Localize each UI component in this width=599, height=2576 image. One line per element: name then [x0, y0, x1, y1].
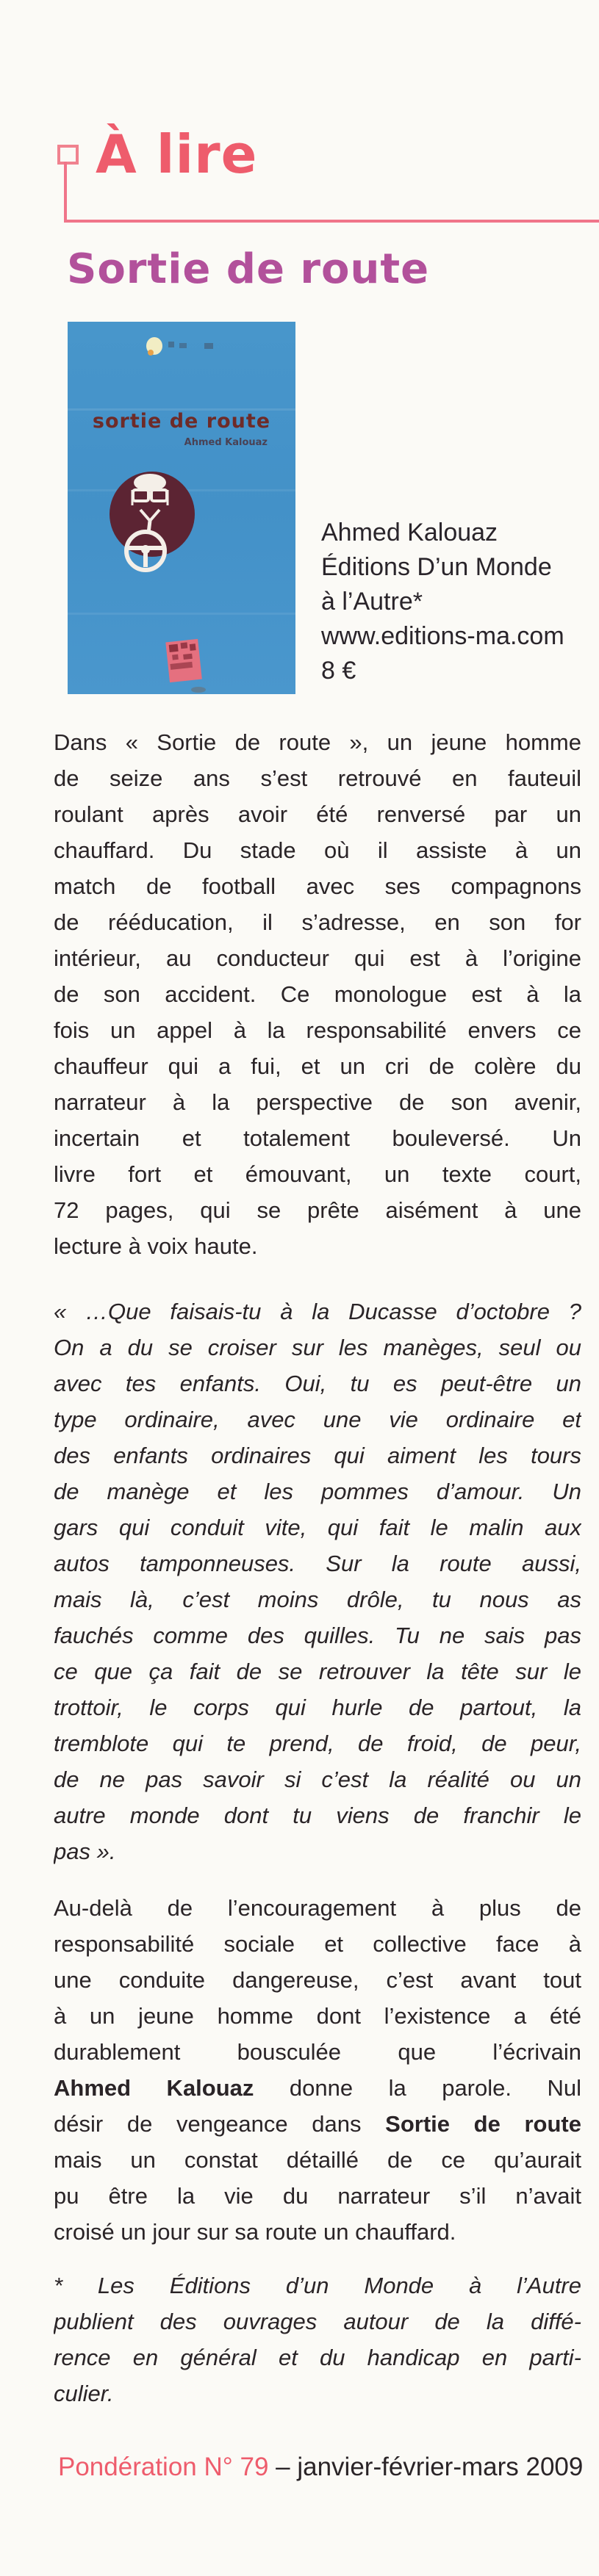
paragraph [54, 724, 581, 1264]
text-line: narrateur à la perspective de son avenir, [54, 1089, 581, 1115]
text-line: roulant après avoir été renversé par un [54, 801, 581, 827]
text-line: autos tamponneuses. Sur la route aussi, [54, 1551, 581, 1576]
text-line: désir de vengeance dans Sortie de route [54, 2111, 581, 2137]
text-line: de manège et les pommes d’amour. Un [54, 1479, 581, 1504]
text-line: à un jeune homme dont l’existence a été [54, 2003, 581, 2029]
text-line: match de football avec ses compagnons [54, 873, 581, 899]
tab-square-icon [57, 145, 79, 165]
text-line: livre fort et émouvant, un texte court, [54, 1161, 581, 1187]
text-line: culier. [54, 2381, 114, 2406]
text-line: mais là, c’est moins drôle, tu nous as [54, 1587, 581, 1612]
section-title: À lire [96, 123, 258, 185]
text-line: trottoir, le corps qui hurle de partout, la [54, 1695, 581, 1720]
text-line: 72 pages, qui se prête aisément à une [54, 1197, 581, 1223]
cover-author: Ahmed Kalouaz [184, 437, 268, 448]
text-line: pu être la vie du narrateur s’il n’avait [54, 2183, 581, 2209]
text-line: « …Que faisais-tu à la Ducasse d’octobre ? [54, 1299, 581, 1324]
journal-name: Pondération N° 79 [58, 2453, 269, 2481]
text-line: des enfants ordinaires qui aiment les tours [54, 1443, 581, 1468]
header-rule-vertical [64, 162, 67, 222]
text-line: * Les Éditions d’un Monde à l’Autre [54, 2273, 581, 2298]
header-rule-horizontal [64, 220, 599, 223]
text-line: de son accident. Ce monologue est à la [54, 981, 581, 1007]
book-info-line: Éditions D’un Monde [321, 553, 552, 581]
cover-title: sortie de route [92, 410, 271, 433]
paragraph [54, 1890, 581, 2250]
book-info-line: www.editions-ma.com [321, 622, 564, 650]
article-title: Sortie de route [67, 245, 430, 293]
text-line: mais un constat détaillé de ce qu’aurait [54, 2147, 581, 2173]
text-line: rence en général et du handicap en parti- [54, 2345, 581, 2370]
book-info-line: à l’Autre* [321, 588, 423, 616]
text-line: type ordinaire, avec une vie ordinaire et [54, 1407, 581, 1432]
text-line: publient des ouvrages autour de la diffé- [54, 2309, 581, 2334]
text-line: pas ». [54, 1839, 116, 1864]
text-line: fois un appel à la responsabilité envers ce [54, 1017, 581, 1043]
text-line: avec tes enfants. Oui, tu es peut-être un [54, 1371, 581, 1396]
text-line: de seize ans s’est retrouvé en fauteuil [54, 765, 581, 791]
text-line: de ne pas savoir si c’est la réalité ou un [54, 1767, 581, 1792]
article-body [54, 724, 581, 2411]
text-line: durablement bousculée que l’écrivain [54, 2039, 581, 2065]
text-line: gars qui conduit vite, qui fait le malin aux [54, 1515, 581, 1540]
book-cover-image [68, 322, 295, 694]
text-line: croisé un jour sur sa route un chauffard. [54, 2219, 456, 2245]
book-info-line: 8 € [321, 657, 356, 685]
text-line: tremblote qui te prend, de froid, de peur, [54, 1731, 581, 1756]
paragraph [54, 2267, 581, 2411]
text-line: fauchés comme des quilles. Tu ne sais pas [54, 1623, 581, 1648]
text-line: Au-delà de l’encouragement à plus de [54, 1895, 581, 1921]
text-line: chauffard. Du stade où il assiste à un [54, 837, 581, 863]
text-line: intérieur, au conducteur qui est à l’origine [54, 945, 581, 971]
text-line: ce que ça fait de se retrouver la tête sur le [54, 1659, 581, 1684]
issue-date: – janvier-février-mars 2009 [268, 2453, 584, 2481]
text-line: Ahmed Kalouaz donne la parole. Nul [54, 2075, 581, 2101]
price-sticker [165, 639, 202, 682]
page-footer [58, 2452, 583, 2483]
text-line: Dans « Sortie de route », un jeune homme [54, 729, 581, 755]
paragraph [54, 1294, 581, 1869]
text-line: autre monde dont tu viens de franchir le [54, 1803, 581, 1828]
text-line: lecture à voix haute. [54, 1233, 258, 1259]
cover-bottom-smudge [191, 687, 206, 693]
book-info [321, 516, 564, 688]
book-info-line: Ahmed Kalouaz [321, 519, 498, 546]
text-line: On a du se croiser sur les manèges, seul ou [54, 1335, 581, 1360]
text-line: de rééducation, il s’adresse, en son for [54, 909, 581, 935]
text-line: incertain et totalement bouleversé. Un [54, 1125, 581, 1151]
text-line: une conduite dangereuse, c’est avant tout [54, 1967, 581, 1993]
text-line: chauffeur qui a fui, et un cri de colère du [54, 1053, 581, 1079]
text-line: responsabilité sociale et collective face à [54, 1931, 581, 1957]
